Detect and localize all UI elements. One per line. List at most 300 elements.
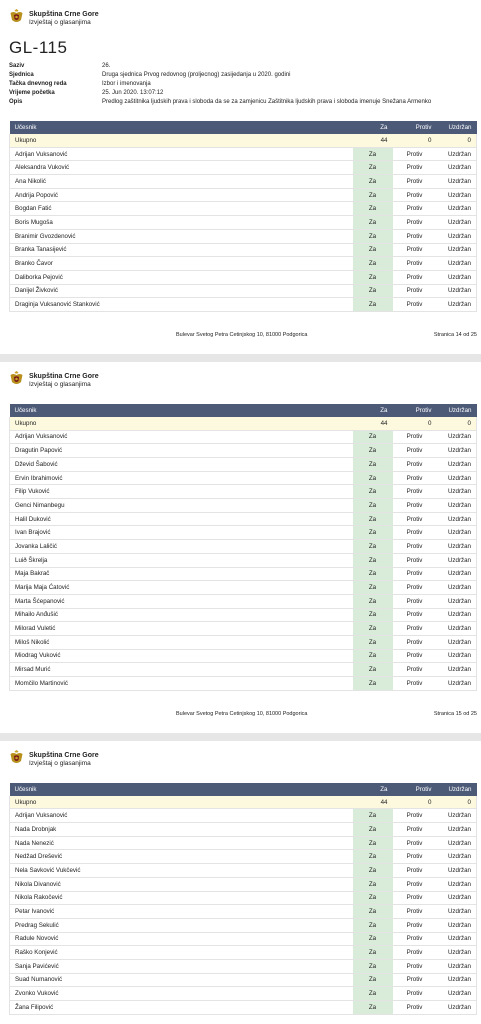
member-name: Momčilo Martinović (10, 677, 353, 691)
member-name: Branimir Gvozdenović (10, 229, 353, 243)
vote-uzdrzan: Uzdržan (437, 946, 477, 960)
meta-row (9, 62, 481, 71)
vote-meta (9, 62, 481, 107)
table-row (10, 216, 477, 230)
table-row (10, 946, 477, 960)
totals-za: 44 (353, 417, 393, 430)
member-name: Maja Bakrač (10, 567, 353, 581)
meta-label: Opis (9, 99, 23, 105)
vote-protiv: Protiv (393, 284, 437, 298)
vote-za: Za (353, 540, 393, 554)
vote-za: Za (353, 581, 393, 595)
vote-protiv: Protiv (393, 526, 437, 540)
vote-za: Za (353, 973, 393, 987)
table-row (10, 485, 477, 499)
vote-uzdrzan: Uzdržan (437, 608, 477, 622)
vote-za: Za (353, 891, 393, 905)
page-footer (0, 332, 481, 348)
table-row (10, 635, 477, 649)
vote-protiv: Protiv (393, 594, 437, 608)
page-footer (0, 711, 481, 727)
table-row (10, 430, 477, 444)
member-name: Halil Duković (10, 512, 353, 526)
vote-uzdrzan: Uzdržan (437, 471, 477, 485)
vote-za: Za (353, 175, 393, 189)
org-subtitle: Izvještaj o glasanjima (29, 19, 91, 26)
vote-za: Za (353, 257, 393, 271)
vote-table (9, 783, 477, 1015)
vote-za: Za (353, 553, 393, 567)
table-row (10, 891, 477, 905)
vote-uzdrzan: Uzdržan (437, 663, 477, 677)
member-name: Nela Savković Vukčević (10, 864, 353, 878)
vote-uzdrzan: Uzdržan (437, 485, 477, 499)
vote-uzdrzan: Uzdržan (437, 677, 477, 691)
crest-icon (9, 749, 29, 771)
vote-protiv: Protiv (393, 188, 437, 202)
table-row (10, 608, 477, 622)
member-name: Ivan Brajović (10, 526, 353, 540)
vote-uzdrzan: Uzdržan (437, 987, 477, 1001)
member-name: Daliborka Pejović (10, 270, 353, 284)
vote-za: Za (353, 216, 393, 230)
footer-address: Bulevar Svetog Petra Cetinjskog 10, 81000 Podgorica (176, 710, 308, 717)
member-name: Draginja Vuksanović Stanković (10, 298, 353, 312)
vote-protiv: Protiv (393, 485, 437, 499)
member-name: Nada Drobnjak (10, 823, 353, 837)
org-title-block (29, 11, 99, 27)
vote-protiv: Protiv (393, 823, 437, 837)
vote-protiv: Protiv (393, 918, 437, 932)
totals-row (10, 796, 477, 809)
vote-uzdrzan: Uzdržan (437, 257, 477, 271)
vote-za: Za (353, 161, 393, 175)
vote-protiv: Protiv (393, 973, 437, 987)
vote-za: Za (353, 284, 393, 298)
table-row (10, 987, 477, 1001)
vote-uzdrzan: Uzdržan (437, 540, 477, 554)
vote-protiv: Protiv (393, 1001, 437, 1015)
table-row (10, 257, 477, 271)
vote-za: Za (353, 594, 393, 608)
vote-za: Za (353, 677, 393, 691)
vote-protiv: Protiv (393, 553, 437, 567)
vote-protiv: Protiv (393, 257, 437, 271)
vote-protiv: Protiv (393, 635, 437, 649)
table-row (10, 823, 477, 837)
page-separator (0, 354, 481, 362)
member-name: Sanja Pavićević (10, 959, 353, 973)
vote-protiv: Protiv (393, 430, 437, 444)
vote-uzdrzan: Uzdržan (437, 1001, 477, 1015)
vote-uzdrzan: Uzdržan (437, 635, 477, 649)
member-name: Adrijan Vuksanović (10, 147, 353, 161)
table-row (10, 850, 477, 864)
vote-za: Za (353, 270, 393, 284)
table-row (10, 809, 477, 823)
totals-label: Ukupno (10, 417, 353, 430)
vote-protiv: Protiv (393, 946, 437, 960)
vote-protiv: Protiv (393, 512, 437, 526)
vote-za: Za (353, 946, 393, 960)
vote-uzdrzan: Uzdržan (437, 526, 477, 540)
col-uzdrzan: Uzdržan (437, 783, 477, 796)
totals-row (10, 417, 477, 430)
member-name: Žana Filipović (10, 1001, 353, 1015)
member-name: Boris Mugoša (10, 216, 353, 230)
table-row (10, 663, 477, 677)
vote-protiv: Protiv (393, 649, 437, 663)
member-name: Nedžad Drešević (10, 850, 353, 864)
vote-za: Za (353, 663, 393, 677)
member-name: Dragutin Papović (10, 444, 353, 458)
vote-uzdrzan: Uzdržan (437, 188, 477, 202)
vote-protiv: Protiv (393, 175, 437, 189)
vote-za: Za (353, 512, 393, 526)
vote-za: Za (353, 622, 393, 636)
member-name: Radule Novović (10, 932, 353, 946)
vote-uzdrzan: Uzdržan (437, 567, 477, 581)
vote-uzdrzan: Uzdržan (437, 175, 477, 189)
vote-uzdrzan: Uzdržan (437, 298, 477, 312)
table-row (10, 540, 477, 554)
member-name: Dževid Šabović (10, 458, 353, 472)
vote-uzdrzan: Uzdržan (437, 809, 477, 823)
vote-protiv: Protiv (393, 809, 437, 823)
member-name: Branka Tanasijević (10, 243, 353, 257)
vote-uzdrzan: Uzdržan (437, 594, 477, 608)
vote-uzdrzan: Uzdržan (437, 444, 477, 458)
vote-table (9, 121, 477, 312)
meta-value: Izbor i imenovanja (102, 81, 151, 87)
table-row (10, 471, 477, 485)
member-name: Mirsad Murić (10, 663, 353, 677)
meta-value: Predlog zaštitnika ljudskih prava i sloboda da se za zamjenicu Zaštitnika ljudskih prava i sloboda imenuje Snežana Armenko (102, 99, 432, 105)
vote-za: Za (353, 608, 393, 622)
page-header (0, 362, 481, 392)
table-row (10, 553, 477, 567)
table-row (10, 677, 477, 691)
vote-za: Za (353, 864, 393, 878)
member-name: Bogdan Fatić (10, 202, 353, 216)
org-name: Skupština Crne Gore (29, 372, 99, 380)
table-row (10, 622, 477, 636)
member-name: Suad Numanović (10, 973, 353, 987)
member-name: Marta Šćepanović (10, 594, 353, 608)
vote-uzdrzan: Uzdržan (437, 216, 477, 230)
col-uzdrzan: Uzdržan (437, 121, 477, 134)
vote-protiv: Protiv (393, 663, 437, 677)
vote-uzdrzan: Uzdržan (437, 649, 477, 663)
table-row (10, 161, 477, 175)
org-title-block (29, 752, 99, 768)
table-row (10, 202, 477, 216)
table-row (10, 270, 477, 284)
table-row (10, 959, 477, 973)
vote-protiv: Protiv (393, 471, 437, 485)
col-protiv: Protiv (393, 404, 437, 417)
page-header (0, 741, 481, 771)
meta-label: Sjednica (9, 72, 34, 78)
col-protiv: Protiv (393, 783, 437, 796)
totals-za: 44 (353, 134, 393, 147)
vote-za: Za (353, 823, 393, 837)
vote-za: Za (353, 635, 393, 649)
org-name: Skupština Crne Gore (29, 751, 99, 759)
member-name: Marija Maja Ćatović (10, 581, 353, 595)
meta-row (9, 98, 481, 107)
meta-row (9, 80, 481, 89)
vote-za: Za (353, 202, 393, 216)
member-name: Petar Ivanović (10, 905, 353, 919)
vote-uzdrzan: Uzdržan (437, 850, 477, 864)
member-name: Raško Konjević (10, 946, 353, 960)
member-name: Genci Nimanbegu (10, 499, 353, 513)
vote-protiv: Protiv (393, 850, 437, 864)
member-name: Aleksandra Vuković (10, 161, 353, 175)
col-ucesnik: Učesnik (10, 783, 353, 796)
vote-protiv: Protiv (393, 216, 437, 230)
vote-za: Za (353, 905, 393, 919)
vote-protiv: Protiv (393, 243, 437, 257)
meta-value: 25. Jun 2020. 13:07:12 (102, 90, 164, 96)
vote-protiv: Protiv (393, 608, 437, 622)
totals-row (10, 134, 477, 147)
table-header (10, 404, 477, 417)
vote-za: Za (353, 918, 393, 932)
table-row (10, 581, 477, 595)
totals-za: 44 (353, 796, 393, 809)
footer-address: Bulevar Svetog Petra Cetinjskog 10, 81000 Podgorica (176, 331, 308, 338)
vote-za: Za (353, 877, 393, 891)
meta-label: Vrijeme početka (9, 90, 55, 96)
vote-protiv: Protiv (393, 677, 437, 691)
vote-za: Za (353, 836, 393, 850)
table-row (10, 188, 477, 202)
vote-uzdrzan: Uzdržan (437, 905, 477, 919)
vote-uzdrzan: Uzdržan (437, 147, 477, 161)
vote-protiv: Protiv (393, 932, 437, 946)
table-header (10, 121, 477, 134)
vote-za: Za (353, 471, 393, 485)
vote-uzdrzan: Uzdržan (437, 959, 477, 973)
member-name: Andrija Popović (10, 188, 353, 202)
member-name: Luið Škrelja (10, 553, 353, 567)
vote-uzdrzan: Uzdržan (437, 622, 477, 636)
vote-uzdrzan: Uzdržan (437, 202, 477, 216)
vote-za: Za (353, 243, 393, 257)
vote-protiv: Protiv (393, 864, 437, 878)
col-ucesnik: Učesnik (10, 121, 353, 134)
member-name: Ervin Ibrahimović (10, 471, 353, 485)
vote-za: Za (353, 567, 393, 581)
table-row (10, 877, 477, 891)
table-row (10, 147, 477, 161)
vote-protiv: Protiv (393, 444, 437, 458)
vote-za: Za (353, 1001, 393, 1015)
table-row (10, 444, 477, 458)
vote-protiv: Protiv (393, 499, 437, 513)
table-row (10, 905, 477, 919)
vote-protiv: Protiv (393, 458, 437, 472)
col-za: Za (353, 404, 393, 417)
vote-table (9, 404, 477, 691)
meta-label: Saziv (9, 63, 25, 69)
table-row (10, 229, 477, 243)
vote-protiv: Protiv (393, 622, 437, 636)
table-row (10, 918, 477, 932)
vote-protiv: Protiv (393, 161, 437, 175)
report-page (0, 0, 481, 354)
vote-protiv: Protiv (393, 147, 437, 161)
vote-za: Za (353, 850, 393, 864)
member-name: Nada Nenezić (10, 836, 353, 850)
col-za: Za (353, 121, 393, 134)
totals-protiv: 0 (393, 134, 437, 147)
vote-za: Za (353, 499, 393, 513)
member-name: Milorad Vuletić (10, 622, 353, 636)
vote-uzdrzan: Uzdržan (437, 973, 477, 987)
report-page (0, 362, 481, 733)
vote-za: Za (353, 458, 393, 472)
vote-uzdrzan: Uzdržan (437, 918, 477, 932)
member-name: Danijel Živković (10, 284, 353, 298)
table-row (10, 499, 477, 513)
col-ucesnik: Učesnik (10, 404, 353, 417)
table-row (10, 284, 477, 298)
org-subtitle: Izvještaj o glasanjima (29, 380, 91, 388)
totals-uzdrzan: 0 (437, 796, 477, 809)
member-name: Ana Nikolić (10, 175, 353, 189)
member-name: Mihailo Anđušić (10, 608, 353, 622)
org-subtitle: Izvještaj o glasanjima (29, 759, 91, 767)
totals-uzdrzan: 0 (437, 134, 477, 147)
col-protiv: Protiv (393, 121, 437, 134)
vote-protiv: Protiv (393, 298, 437, 312)
vote-uzdrzan: Uzdržan (437, 430, 477, 444)
vote-za: Za (353, 188, 393, 202)
crest-icon (9, 370, 29, 392)
meta-value: 26. (102, 63, 111, 69)
member-name: Miodrag Vuković (10, 649, 353, 663)
vote-za: Za (353, 430, 393, 444)
vote-protiv: Protiv (393, 959, 437, 973)
table-row (10, 836, 477, 850)
member-name: Filip Vuković (10, 485, 353, 499)
totals-uzdrzan: 0 (437, 417, 477, 430)
vote-uzdrzan: Uzdržan (437, 877, 477, 891)
vote-uzdrzan: Uzdržan (437, 891, 477, 905)
vote-protiv: Protiv (393, 905, 437, 919)
vote-za: Za (353, 987, 393, 1001)
member-name: Nikola Rakočević (10, 891, 353, 905)
totals-protiv: 0 (393, 417, 437, 430)
page-number: Stranica 15 od 25 (433, 710, 477, 717)
vote-uzdrzan: Uzdržan (437, 229, 477, 243)
table-row (10, 864, 477, 878)
vote-protiv: Protiv (393, 229, 437, 243)
member-name: Adrijan Vuksanović (10, 430, 353, 444)
vote-protiv: Protiv (393, 891, 437, 905)
vote-uzdrzan: Uzdržan (437, 284, 477, 298)
col-za: Za (353, 783, 393, 796)
vote-protiv: Protiv (393, 987, 437, 1001)
vote-za: Za (353, 959, 393, 973)
vote-uzdrzan: Uzdržan (437, 553, 477, 567)
table-row (10, 512, 477, 526)
vote-za: Za (353, 485, 393, 499)
vote-uzdrzan: Uzdržan (437, 581, 477, 595)
page-separator (0, 733, 481, 741)
meta-value: Druga sjednica Prvog redovnog (proljecnog) zasijedanja u 2020. godini (102, 72, 291, 78)
meta-row (9, 71, 481, 80)
vote-uzdrzan: Uzdržan (437, 499, 477, 513)
report-page (0, 741, 481, 1015)
table-row (10, 932, 477, 946)
table-row (10, 175, 477, 189)
vote-za: Za (353, 809, 393, 823)
table-row (10, 1001, 477, 1015)
vote-uzdrzan: Uzdržan (437, 161, 477, 175)
totals-protiv: 0 (393, 796, 437, 809)
org-name: Skupština Crne Gore (29, 11, 99, 18)
totals-label: Ukupno (10, 134, 353, 147)
member-name: Predrag Sekulić (10, 918, 353, 932)
page-header (0, 0, 481, 30)
vote-protiv: Protiv (393, 836, 437, 850)
table-header (10, 783, 477, 796)
vote-protiv: Protiv (393, 540, 437, 554)
vote-za: Za (353, 649, 393, 663)
vote-protiv: Protiv (393, 877, 437, 891)
vote-uzdrzan: Uzdržan (437, 270, 477, 284)
vote-uzdrzan: Uzdržan (437, 864, 477, 878)
vote-code: GL-115 (9, 38, 68, 57)
vote-uzdrzan: Uzdržan (437, 823, 477, 837)
vote-za: Za (353, 229, 393, 243)
vote-za: Za (353, 147, 393, 161)
member-name: Adrijan Vuksanović (10, 809, 353, 823)
vote-za: Za (353, 932, 393, 946)
vote-za: Za (353, 526, 393, 540)
vote-za: Za (353, 444, 393, 458)
vote-protiv: Protiv (393, 581, 437, 595)
table-row (10, 567, 477, 581)
table-row (10, 973, 477, 987)
col-uzdrzan: Uzdržan (437, 404, 477, 417)
member-name: Nikola Divanović (10, 877, 353, 891)
member-name: Jovanka Laličić (10, 540, 353, 554)
meta-label: Tačka dnevnog reda (9, 81, 67, 87)
vote-uzdrzan: Uzdržan (437, 458, 477, 472)
table-row (10, 243, 477, 257)
vote-za: Za (353, 298, 393, 312)
vote-uzdrzan: Uzdržan (437, 243, 477, 257)
page-number: Stranica 14 od 25 (433, 331, 477, 338)
vote-uzdrzan: Uzdržan (437, 836, 477, 850)
vote-uzdrzan: Uzdržan (437, 512, 477, 526)
table-row (10, 526, 477, 540)
org-title-block (29, 373, 99, 389)
crest-icon (9, 8, 29, 30)
vote-uzdrzan: Uzdržan (437, 932, 477, 946)
meta-row (9, 89, 481, 98)
table-row (10, 594, 477, 608)
totals-label: Ukupno (10, 796, 353, 809)
vote-protiv: Protiv (393, 270, 437, 284)
vote-protiv: Protiv (393, 202, 437, 216)
vote-protiv: Protiv (393, 567, 437, 581)
